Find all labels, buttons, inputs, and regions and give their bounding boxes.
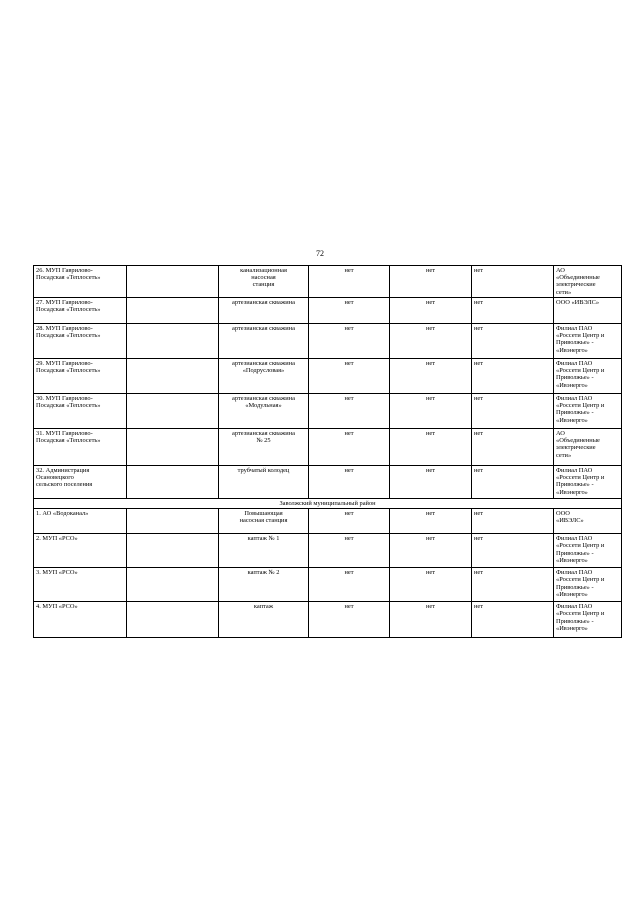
table-cell: 27. МУП Гаврилово- Посадская «Теплосеть» [34,298,127,324]
table-cell: нет [390,394,472,429]
table-cell: нет [390,568,472,602]
table-cell [127,509,219,534]
table-cell: нет [309,394,390,429]
table-cell: нет [472,266,554,298]
table-cell: нет [309,466,390,499]
table-cell [127,266,219,298]
table-row [34,429,622,466]
table-cell: нет [472,324,554,359]
table-cell: нет [472,429,554,466]
table-cell: 26. МУП Гаврилово- Посадская «Теплосеть» [34,266,127,298]
table-cell: Филиал ПАО «Россети Центр и Приволжье» - «Ивэнерго» [554,534,622,568]
table-cell: нет [309,324,390,359]
table-row [34,466,622,499]
table-cell: 29. МУП Гаврилово- Посадская «Теплосеть» [34,359,127,394]
table-cell: каптаж № 2 [219,568,309,602]
table-cell: 4. МУП «РСО» [34,602,127,638]
table-cell: Филиал ПАО «Россети Центр и Приволжье» - «Ивэнерго» [554,324,622,359]
table-cell: 3. МУП «РСО» [34,568,127,602]
table-cell: артезианская скважина [219,298,309,324]
table-cell [127,602,219,638]
table-cell: нет [309,266,390,298]
table-cell: нет [472,394,554,429]
table-cell [127,568,219,602]
table-cell: артезианская скважина «Подрусловая» [219,359,309,394]
table-cell: артезианская скважина [219,324,309,359]
table-cell: 30. МУП Гаврилово- Посадская «Теплосеть» [34,394,127,429]
table-cell: Повышающая насосная станция [219,509,309,534]
table-cell: нет [390,602,472,638]
table-cell [127,394,219,429]
table-cell: Филиал ПАО «Россети Центр и Приволжье» - «Ивэнерго» [554,568,622,602]
table-cell: каптаж № 1 [219,534,309,568]
table-cell: нет [390,509,472,534]
table-cell: артезианская скважина № 25 [219,429,309,466]
table-body-part-1 [34,266,622,499]
table-cell: Филиал ПАО «Россети Центр и Приволжье» - «Ивэнерго» [554,466,622,499]
table-cell: нет [472,509,554,534]
section-title: Заволжский муниципальный район [34,499,622,509]
table-cell [127,534,219,568]
section-row [34,499,622,509]
table-cell: нет [472,298,554,324]
table-cell: нет [309,534,390,568]
table-cell: нет [390,266,472,298]
table-row [34,509,622,534]
page-number: 72 [316,249,324,258]
table-cell: Филиал ПАО «Россети Центр и Приволжье» - «Ивэнерго» [554,602,622,638]
table-cell: нет [309,602,390,638]
section-header [34,499,622,509]
table-cell: нет [390,298,472,324]
table-cell: АО «Объединенные электрические сети» [554,429,622,466]
table-cell: 2. МУП «РСО» [34,534,127,568]
table-cell: трубчатый колодец [219,466,309,499]
table-cell: нет [472,568,554,602]
table-cell: 28. МУП Гаврилово- Посадская «Теплосеть» [34,324,127,359]
table-cell: нет [390,359,472,394]
table-cell: Филиал ПАО «Россети Центр и Приволжье» - «Ивэнерго» [554,394,622,429]
table-body-part-2 [34,509,622,638]
table-cell: артезианская скважина «Модульная» [219,394,309,429]
facilities-table [33,265,622,638]
table-cell: 1. АО «Водоканал» [34,509,127,534]
table-cell: нет [390,466,472,499]
table-cell [127,429,219,466]
table-cell [127,324,219,359]
table-row [34,394,622,429]
table-cell: АО «Объединенные электрические сети» [554,266,622,298]
table-cell: ООО «ИВЭЛС» [554,298,622,324]
table-row [34,602,622,638]
table-cell: каптаж [219,602,309,638]
table-cell: нет [390,429,472,466]
table-cell: нет [472,466,554,499]
table-row [34,324,622,359]
table-cell: нет [309,568,390,602]
table-cell: нет [472,359,554,394]
table-cell: ООО «ИВЭЛС» [554,509,622,534]
table-cell: нет [309,359,390,394]
table-cell: Филиал ПАО «Россети Центр и Приволжье» - «Ивэнерго» [554,359,622,394]
table-cell: нет [390,534,472,568]
table-cell: нет [309,429,390,466]
table-cell: нет [472,534,554,568]
table-cell [127,298,219,324]
table-row [34,534,622,568]
table-cell: 31. МУП Гаврилово- Посадская «Теплосеть» [34,429,127,466]
table-row [34,266,622,298]
table-cell: нет [309,298,390,324]
table-cell [127,359,219,394]
table-cell: нет [390,324,472,359]
table-cell: нет [472,602,554,638]
table-row [34,298,622,324]
table-cell: нет [309,509,390,534]
table-row [34,359,622,394]
table-cell [127,466,219,499]
table-cell: канализационная насосная станция [219,266,309,298]
table-row [34,568,622,602]
table-cell: 32. Администрация Осановецкого сельского поселения [34,466,127,499]
